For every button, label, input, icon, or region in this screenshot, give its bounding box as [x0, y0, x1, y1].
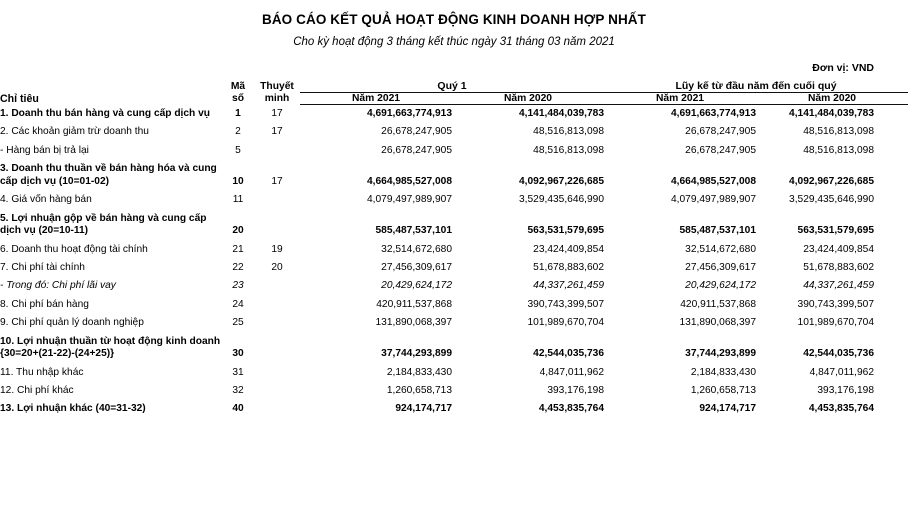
row-cumulative-2020: 4,847,011,962	[809, 366, 875, 378]
table-row	[0, 191, 908, 209]
row-cumulative-2021: 37,744,293,899	[685, 348, 756, 360]
row-cumulative-2020: 44,337,261,459	[803, 280, 875, 292]
row-cumulative-2020: 393,176,198	[817, 385, 875, 396]
header-cumulative-2020: Năm 2020	[756, 93, 908, 105]
table-row	[0, 382, 908, 400]
table-row	[0, 314, 908, 332]
row-cumulative-2020: 51,678,883,602	[803, 261, 875, 273]
row-code: 25	[232, 317, 244, 329]
row-note	[254, 400, 300, 418]
row-cumulative-2021: 1,260,658,713	[690, 385, 756, 396]
page-subtitle: Cho kỳ hoạt động 3 tháng kết thúc ngày 31 tháng 03 năm 2021	[293, 36, 615, 48]
row-quarter-2021: 4,079,497,989,907	[367, 194, 452, 206]
row-label: 2. Các khoản giảm trừ doanh thu	[0, 126, 149, 138]
row-quarter-2020: 3,529,435,646,990	[519, 194, 604, 206]
row-code: 24	[232, 298, 244, 310]
row-cumulative-2020: 101,989,670,704	[797, 317, 875, 329]
row-label: - Trong đó: Chi phí lãi vay	[0, 280, 116, 292]
table-row	[0, 277, 908, 295]
table-row	[0, 333, 908, 364]
row-quarter-2020: 23,424,409,854	[533, 243, 604, 255]
row-cumulative-2020: 4,453,835,764	[808, 403, 875, 415]
row-code: 22	[232, 261, 244, 273]
row-quarter-2020: 48,516,813,098	[533, 144, 604, 156]
row-quarter-2021: 420,911,537,868	[376, 298, 452, 310]
row-quarter-2020: 4,141,484,039,783	[519, 108, 604, 119]
row-cumulative-2020: 390,743,399,507	[797, 298, 875, 310]
row-label: 12. Chi phí khác	[0, 385, 74, 396]
row-label: 9. Chi phí quản lý doanh nghiệp	[0, 317, 144, 329]
row-label: 10. Lợi nhuận thuần từ hoạt động kinh doanh {30=20+(21-22)-(24+25)}	[0, 335, 221, 360]
row-code: 31	[232, 366, 244, 378]
header-ma-so-line2: số	[231, 92, 245, 104]
row-quarter-2021: 27,456,309,617	[381, 261, 452, 273]
row-note: 17	[271, 126, 283, 138]
row-cumulative-2020: 4,092,967,226,685	[789, 175, 875, 187]
row-label: 6. Doanh thu hoạt động tài chính	[0, 243, 148, 255]
row-quarter-2020: 48,516,813,098	[533, 126, 604, 138]
row-quarter-2020: 42,544,035,736	[533, 348, 604, 360]
row-quarter-2020: 4,453,835,764	[538, 403, 604, 415]
row-quarter-2021: 2,184,833,430	[386, 366, 452, 378]
row-note: 17	[271, 108, 283, 119]
table-row	[0, 296, 908, 314]
row-label: 4. Giá vốn hàng bán	[0, 194, 92, 206]
row-cumulative-2021: 32,514,672,680	[685, 243, 756, 255]
header-cumulative-2021: Năm 2021	[604, 93, 756, 105]
row-label: 5. Lợi nhuận gộp về bán hàng và cung cấp dịch vụ (20=10-11)	[0, 212, 207, 237]
row-note	[254, 191, 300, 209]
row-quarter-2021: 924,174,717	[395, 403, 452, 415]
row-note: 17	[271, 175, 283, 187]
row-note	[254, 142, 300, 160]
financial-report-page	[0, 12, 908, 513]
row-label: 1. Doanh thu bán hàng và cung cấp dịch vụ	[0, 108, 210, 119]
row-note	[254, 364, 300, 382]
row-cumulative-2021: 4,664,985,527,008	[671, 175, 756, 187]
header-ma-so	[222, 80, 254, 105]
row-quarter-2020: 4,092,967,226,685	[519, 175, 604, 187]
row-cumulative-2021: 26,678,247,905	[685, 126, 756, 138]
page-title: BÁO CÁO KẾT QUẢ HOẠT ĐỘNG KINH DOANH HỢP NHẤT	[261, 12, 647, 27]
row-note	[254, 277, 300, 295]
header-group-quarter: Quý 1	[300, 80, 604, 93]
header-thuyet-minh-line1: Thuyết	[260, 80, 294, 92]
row-note	[254, 333, 300, 364]
row-cumulative-2020: 42,544,035,736	[803, 348, 875, 360]
row-note: 20	[271, 261, 283, 273]
row-label: 13. Lợi nhuận khác (40=31-32)	[0, 403, 146, 415]
row-label: 11. Thu nhập khác	[0, 366, 84, 378]
currency-unit-label: Đơn vị: VND	[812, 62, 874, 74]
row-quarter-2020: 51,678,883,602	[533, 261, 604, 273]
row-cumulative-2020: 4,141,484,039,783	[789, 108, 875, 119]
row-quarter-2020: 101,989,670,704	[527, 317, 604, 329]
row-label: 7. Chi phí tài chính	[0, 261, 85, 273]
row-quarter-2021: 4,691,663,774,913	[367, 108, 452, 119]
row-note	[254, 296, 300, 314]
row-cumulative-2021: 924,174,717	[699, 403, 756, 415]
row-quarter-2021: 4,664,985,527,008	[367, 175, 452, 187]
row-quarter-2021: 131,890,068,397	[375, 317, 452, 329]
table-row	[0, 123, 908, 141]
row-quarter-2020: 44,337,261,459	[533, 280, 604, 292]
table-row	[0, 160, 908, 191]
row-label: 8. Chi phí bán hàng	[0, 298, 89, 310]
header-ma-so-line1: Mã	[230, 80, 246, 92]
row-cumulative-2021: 27,456,309,617	[685, 261, 756, 273]
row-code: 30	[232, 348, 244, 360]
row-quarter-2020: 4,847,011,962	[539, 366, 604, 378]
row-cumulative-2021: 26,678,247,905	[685, 144, 756, 156]
row-cumulative-2021: 585,487,537,101	[679, 225, 756, 237]
row-cumulative-2020: 23,424,409,854	[803, 243, 875, 255]
row-label: - Hàng bán bị trả lại	[0, 144, 89, 156]
row-cumulative-2021: 4,079,497,989,907	[671, 194, 756, 206]
row-quarter-2021: 585,487,537,101	[375, 225, 452, 237]
row-quarter-2021: 32,514,672,680	[381, 243, 452, 255]
table-body	[0, 105, 908, 419]
row-note	[254, 382, 300, 400]
row-quarter-2020: 390,743,399,507	[527, 298, 604, 310]
row-label: 3. Doanh thu thuần về bán hàng hóa và cung cấp dịch vụ (10=01-02)	[0, 163, 217, 187]
row-quarter-2021: 26,678,247,905	[381, 144, 452, 156]
row-code: 40	[232, 403, 244, 415]
table-row	[0, 210, 908, 241]
table-row	[0, 259, 908, 277]
table-row	[0, 241, 908, 259]
row-quarter-2021: 1,260,658,713	[386, 385, 452, 396]
row-quarter-2021: 26,678,247,905	[381, 126, 452, 138]
header-quarter-2020: Năm 2020	[452, 93, 604, 105]
header-group-cumulative: Lũy kế từ đầu năm đến cuối quý	[604, 80, 908, 93]
header-thuyet-minh	[254, 80, 300, 105]
table-row	[0, 400, 908, 418]
row-quarter-2020: 393,176,198	[547, 385, 604, 396]
row-cumulative-2021: 20,429,624,172	[685, 280, 756, 292]
row-cumulative-2021: 420,911,537,868	[680, 298, 756, 310]
row-code: 32	[232, 385, 244, 396]
row-code: 2	[235, 126, 241, 138]
row-code: 10	[232, 175, 244, 187]
row-code: 11	[232, 194, 244, 206]
header-thuyet-minh-line2: minh	[264, 92, 290, 104]
row-cumulative-2020: 563,531,579,695	[797, 225, 875, 237]
income-statement-table	[0, 80, 908, 419]
header-chi-tieu: Chỉ tiêu	[0, 92, 39, 105]
row-quarter-2021: 37,744,293,899	[381, 348, 452, 360]
row-code: 21	[232, 243, 244, 255]
row-code: 20	[232, 225, 244, 237]
row-cumulative-2021: 2,184,833,430	[690, 366, 756, 378]
row-quarter-2020: 563,531,579,695	[527, 225, 604, 237]
row-code: 23	[232, 280, 244, 292]
row-code: 5	[235, 144, 241, 156]
row-code: 1	[235, 108, 241, 119]
row-cumulative-2020: 3,529,435,646,990	[789, 194, 875, 206]
table-row	[0, 364, 908, 382]
row-cumulative-2021: 4,691,663,774,913	[671, 108, 756, 119]
row-quarter-2021: 20,429,624,172	[381, 280, 452, 292]
table-row	[0, 105, 908, 124]
row-note	[254, 314, 300, 332]
header-quarter-2021: Năm 2021	[300, 93, 452, 105]
row-cumulative-2021: 131,890,068,397	[679, 317, 756, 329]
row-cumulative-2020: 48,516,813,098	[803, 126, 875, 138]
row-cumulative-2020: 48,516,813,098	[803, 144, 875, 156]
row-note: 19	[271, 243, 283, 255]
row-note	[254, 210, 300, 241]
table-header-group-row	[0, 80, 908, 93]
table-row	[0, 142, 908, 160]
